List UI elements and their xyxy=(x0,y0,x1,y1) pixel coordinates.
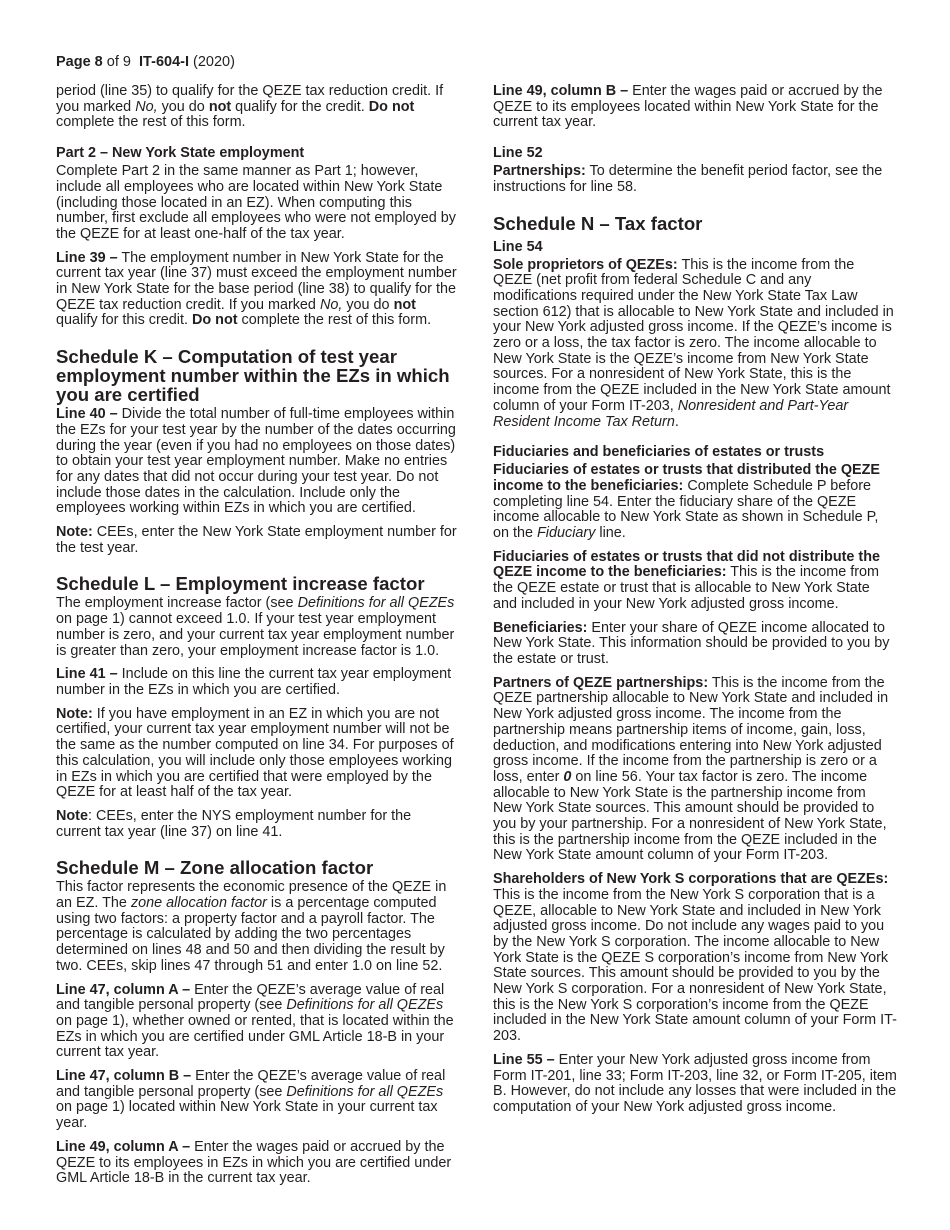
line49b-paragraph: Line 49, column B – Enter the wages paid or accrued by the QEZE to its employees located within New York State for the current tax year. xyxy=(493,83,883,131)
schedule-k-heading: Schedule K – Computation of test year employment number within the EZs in which you are certified xyxy=(56,346,450,406)
part2-text: Complete Part 2 in the same manner as Part 1; however, include all employees who are located within New York State (including those located in an EZ). When computing this number, first exclude all employees who were not employed by the QEZE for at least one-half of the tax year. xyxy=(56,163,456,242)
page-header xyxy=(56,53,235,71)
left-column xyxy=(56,84,458,1195)
page-label: Page 8 xyxy=(56,54,103,70)
right-column xyxy=(493,84,897,1124)
line39-paragraph: Line 39 – The employment number in New York State for the current tax year (line 37) must exceed the employment number in New York State for the base period (line 38) to qualify for the QEZE tax reduction credit. If you marked No, you do not qualify for this credit. Do not complete the rest of this form. xyxy=(56,249,457,329)
fiduciaries-heading: Fiduciaries and beneficiaries of estates or trusts xyxy=(493,444,825,461)
line52-heading: Line 52 xyxy=(493,145,543,162)
beneficiaries-paragraph: Beneficiaries: Enter your share of QEZE income allocated to New York State. This information should be provided to you by the estate or trust. xyxy=(493,619,890,667)
line55-paragraph: Line 55 – Enter your New York adjusted gross income from Form IT-201, line 33; Form IT-203, line 32, or Form IT-205, item B. However, do not include any losses that were included in the computation of your New York adjusted gross income. xyxy=(493,1051,897,1115)
form-year: (2020) xyxy=(193,54,235,70)
page-of: of 9 xyxy=(106,54,131,70)
fiduciaries-distributed-paragraph: Fiduciaries of estates or trusts that distributed the QEZE income to the beneficiaries: Complete Schedule P before completing line 54. Enter the fiduciary share of the QEZE income allocable to New York State as shown in Schedule P, on the Fiduciary line. xyxy=(493,462,881,542)
line54-heading: Line 54 xyxy=(493,238,543,255)
fiduciaries-not-distributed-paragraph: Fiduciaries of estates or trusts that did not distribute the QEZE income to the beneficiaries: This is the income from the QEZE estate or trust that is allocable to New York State and included in your New York adjusted gross income. xyxy=(493,548,880,612)
schedule-m-heading: Schedule M – Zone allocation factor xyxy=(56,857,374,879)
line47b-paragraph: Line 47, column B – Enter the QEZE’s average value of real and tangible personal property (see Definitions for all QEZEs on page 1) located within New York State in your current tax year. xyxy=(56,1068,446,1132)
line49a-paragraph: Line 49, column A – Enter the wages paid or accrued by the QEZE to its employees in EZs in which you are certified under GML Article 18-B in the current tax year. xyxy=(56,1138,452,1187)
line40-paragraph: Line 40 – Divide the total number of full-time employees within the EZs for your test year by the number of the dates occurring during the year (even if you had no employees on those dates) to obtain your test year employment number. Make no entries for any dates that did not occur during your test year. Do not include those dates in the calculation. Include only the employees working within EZs in which you are certified. xyxy=(56,406,456,517)
line41-paragraph: Line 41 – Include on this line the current tax year employment number in the EZs in which you are certified. xyxy=(56,666,452,698)
sole-proprietors-paragraph: Sole proprietors of QEZEs: This is the income from the QEZE (net profit from federal Schedule C and any modifications required under the New York State Tax Law section 612) that is allocable to New York State and included in your New York adjusted gross income. If the QEZE’s income is zero or a loss, the tax factor is zero. The income allocable to New York State is the QEZE’s income from New York State sources. For a nonresident of New York State, this is the income from the QEZE included in the New York State amount column of your Form IT-203, Nonresident and Part-Year Resident Income Tax Return. xyxy=(493,256,894,430)
shareholders-paragraph: Shareholders of New York S corporations that are QEZEs: This is the income from the New York S corporation that is a QEZE, allocable to New York State and included in New York adjusted gross income. Do not include any wages paid to you by the New York S corporation. The income allocable to New York State is the QEZE S corporation’s income from New York State sources. This amount should be provided to you by the New York S corporation. For a nonresident of New York State, this is the New York S corporation’s income from the QEZE included in the New York State amount column of your Form IT-203. xyxy=(493,871,897,1045)
schedule-m-text: This factor represents the economic presence of the QEZE in an EZ. The zone allocation factor is a percentage computed using two factors: a property factor and a payroll factor. The percentage is calculated by adding the two percentages determined on lines 48 and 50 and then dividing the result by two. CEEs, skip lines 47 through 51 and enter 1.0 on line 52. xyxy=(56,879,447,974)
intro-paragraph: period (line 35) to qualify for the QEZE tax reduction credit. If you marked No, you do not qualify for the credit. Do not complete the rest of this form. xyxy=(56,83,444,131)
form-id: IT-604-I xyxy=(139,54,189,70)
note-cee-test-year: Note: CEEs, enter the New York State employment number for the test year. xyxy=(56,524,457,556)
note-employment-ez: Note: If you have employment in an EZ in which you are not certified, your current tax year employment number will not be the same as the number computed on line 34. For purposes of this calculation, you will include only those employees working in EZs in which you are certified that were employed by the QEZE for at least half of the tax year. xyxy=(56,705,454,801)
schedule-l-heading: Schedule L – Employment increase factor xyxy=(56,573,425,595)
schedule-l-text: The employment increase factor (see Definitions for all QEZEs on page 1) cannot exceed 1.0. If your test year employment number is zero, and your current tax year employment number is greater than zero, your employment increase factor is 1.0. xyxy=(56,595,455,659)
partners-paragraph: Partners of QEZE partnerships: This is the income from the QEZE partnership allocable to New York State and included in New York adjusted gross income. The income from the partnership means partnership items of income, gain, loss, deduction, and modifications entering into New York adjusted gross income. If the income from the partnership is zero or a loss, enter 0 on line 56. Your tax factor is zero. The income allocable to New York State is the partnership income from New York State sources. This amount should be provided to you by your partnership. For a nonresident of New York State, this is the partnership income from the QEZE included in the New York State amount column of your Form IT-203. xyxy=(493,674,889,864)
part2-heading: Part 2 – New York State employment xyxy=(56,145,305,162)
line52-paragraph: Partnerships: To determine the benefit period factor, see the instructions for line 58. xyxy=(493,163,883,195)
line47a-paragraph: Line 47, column A – Enter the QEZE’s average value of real and tangible personal property (see Definitions for all QEZEs on page 1), whether owned or rented, that is located within the EZs in which you are certified under GML Article 18-B in your current tax year. xyxy=(56,981,454,1061)
schedule-n-heading: Schedule N – Tax factor xyxy=(493,212,703,234)
note-cee-current-year: Note: CEEs, enter the NYS employment number for the current tax year (line 37) on line 41. xyxy=(56,807,412,840)
